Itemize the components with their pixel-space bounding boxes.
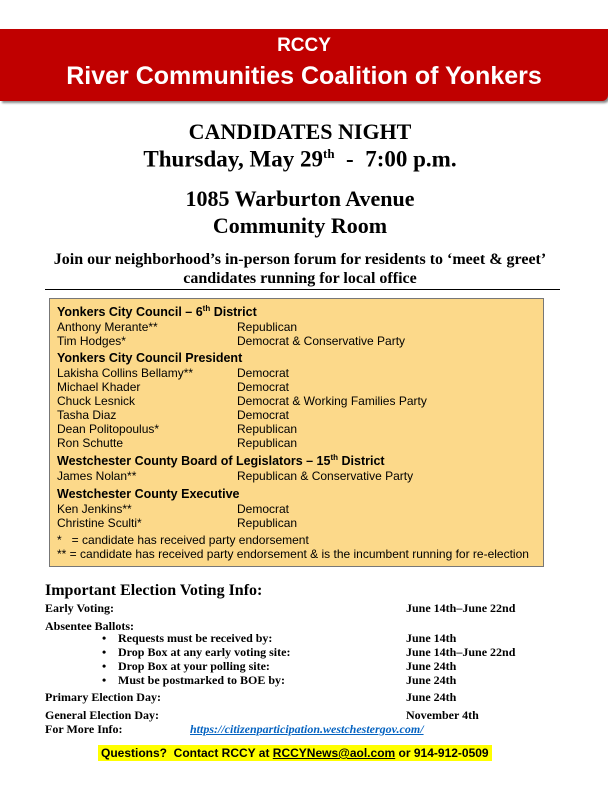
absentee-date: June 24th xyxy=(406,659,457,673)
candidate-name: James Nolan** xyxy=(57,469,137,483)
event-blurb: Join our neighborhood’s in-person forum for residents to ‘meet & greet’ candidates running for local office xyxy=(53,251,547,287)
absentee-bullet: • Drop Box at any early voting site: xyxy=(118,645,290,660)
incumbent-note: ** = candidate has received party endorsement & is the incumbent running for re-election xyxy=(57,547,529,561)
event-address: 1085 Warburton Avenue xyxy=(185,186,415,211)
header-banner xyxy=(0,29,608,101)
candidate-name: Tim Hodges* xyxy=(57,334,126,348)
event-room: Community Room xyxy=(212,213,388,238)
divider xyxy=(45,289,560,290)
banner-acronym: RCCY xyxy=(277,35,331,56)
candidate-party: Democrat xyxy=(237,366,290,380)
absentee-label: Absentee Ballots: xyxy=(45,619,134,633)
candidate-party: Republican xyxy=(237,320,298,334)
section-legislators xyxy=(57,453,385,468)
event-date-sup: th xyxy=(322,146,335,161)
section-council-president: Yonkers City Council President xyxy=(57,351,243,365)
event-time: - 7:00 p.m. xyxy=(334,146,457,172)
event-title: CANDIDATES NIGHT xyxy=(188,119,412,144)
contact-email-link[interactable]: RCCYNews@aol.com xyxy=(272,746,396,760)
candidate-name: Tasha Diaz xyxy=(57,408,117,422)
candidate-name: Ron Schutte xyxy=(57,436,124,450)
candidate-name: Chuck Lesnick xyxy=(57,394,136,408)
more-info-link[interactable]: https://citizenparticipation.westchestergov.com/ xyxy=(190,722,424,736)
candidate-party: Republican xyxy=(237,436,298,450)
section-title-sup: th xyxy=(202,304,211,313)
absentee-bullet: • Must be postmarked to BOE by: xyxy=(118,673,285,688)
general-label: General Election Day: xyxy=(45,708,159,722)
candidate-name: Christine Sculti* xyxy=(57,516,142,530)
section-title-end: District xyxy=(338,454,385,469)
absentee-date: June 24th xyxy=(406,673,457,687)
absentee-date: June 14th–June 22nd xyxy=(406,645,516,659)
candidate-party: Democrat & Conservative Party xyxy=(237,334,406,348)
voting-info-heading: Important Election Voting Info: xyxy=(45,582,263,599)
section-title: Yonkers City Council – 6 xyxy=(57,305,203,320)
section-title: Westchester County Board of Legislators – 15 xyxy=(57,454,331,469)
absentee-date: June 14th xyxy=(406,631,457,645)
banner-org-name: River Communities Coalition of Yonkers xyxy=(66,62,542,90)
absentee-bullet: • Requests must be received by: xyxy=(118,631,272,646)
candidate-party: Democrat xyxy=(237,408,290,422)
candidate-party: Republican xyxy=(237,422,298,436)
candidate-party: Democrat & Working Families Party xyxy=(237,394,427,408)
event-date-text: Thursday, May 29 xyxy=(143,146,323,172)
general-date: November 4th xyxy=(406,708,479,722)
section-council-6 xyxy=(57,304,257,319)
candidate-name: Lakisha Collins Bellamy** xyxy=(57,366,194,380)
contact-text: Questions? Contact RCCY at xyxy=(101,746,273,760)
endorsement-note: * = candidate has received party endorsement xyxy=(57,533,309,547)
candidate-name: Ken Jenkins** xyxy=(57,502,132,516)
contact-phone: or 914-912-0509 xyxy=(395,746,489,760)
section-executive: Westchester County Executive xyxy=(57,487,240,501)
candidate-name: Michael Khader xyxy=(57,380,141,394)
candidate-name: Dean Politopoulus* xyxy=(57,422,160,436)
candidate-party: Republican & Conservative Party xyxy=(237,469,414,483)
more-info-label: For More Info: xyxy=(45,722,123,736)
early-voting-date: June 14th–June 22nd xyxy=(406,601,516,615)
event-date xyxy=(0,146,600,173)
candidate-party: Democrat xyxy=(237,380,290,394)
absentee-bullet: • Drop Box at your polling site: xyxy=(118,659,270,674)
primary-label: Primary Election Day: xyxy=(45,690,161,704)
candidate-party: Democrat xyxy=(237,502,290,516)
early-voting-label: Early Voting: xyxy=(45,601,115,615)
candidate-party: Republican xyxy=(237,516,298,530)
candidate-name: Anthony Merante** xyxy=(57,320,158,334)
candidates-box xyxy=(49,298,544,567)
section-title-end: District xyxy=(210,305,257,320)
contact-line xyxy=(98,745,492,761)
section-title-sup: th xyxy=(330,453,339,462)
primary-date: June 24th xyxy=(406,690,457,704)
